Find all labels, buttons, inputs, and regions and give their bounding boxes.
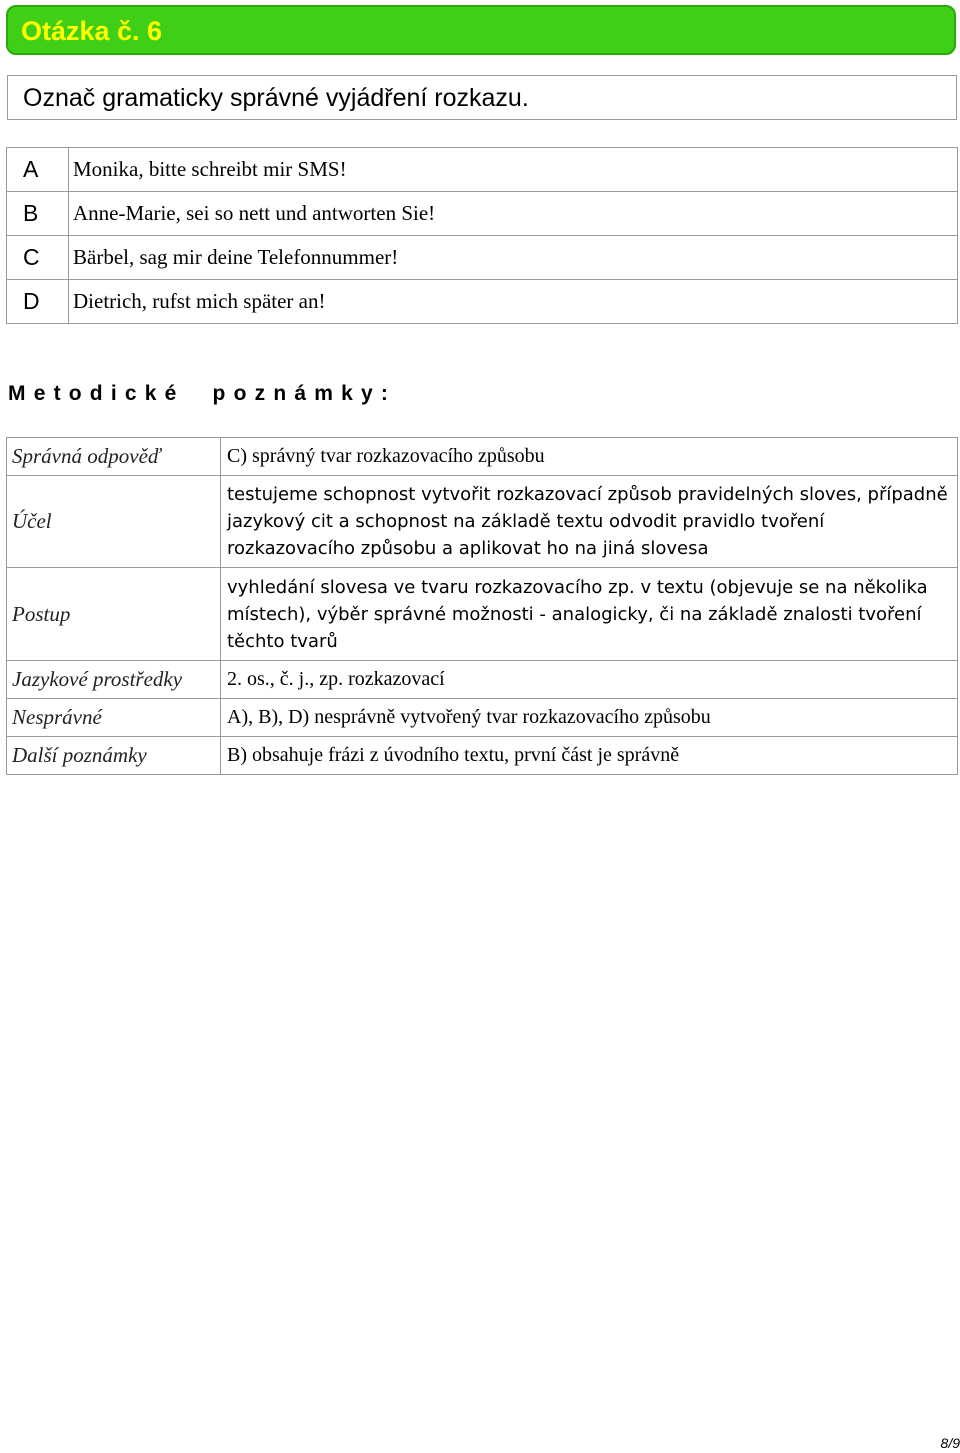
question-title: Otázka č. 6 [21,16,163,46]
notes-label: Jazykové prostředky [7,661,221,699]
notes-value: vyhledání slovesa ve tvaru rozkazovacího zp. v textu (objevuje se na několika místech), výběr správné možnosti - analogicky, či na základě znalosti tvoření těchto tvarů [221,568,958,661]
methodical-notes-heading: Metodické poznámky: [8,382,397,405]
answer-text: Dietrich, rufst mich später an! [69,280,958,324]
notes-row [7,699,958,737]
answer-text: Monika, bitte schreibt mir SMS! [69,148,958,192]
notes-label: Další poznámky [7,737,221,775]
answer-option-a[interactable] [7,148,958,192]
answer-option-c[interactable] [7,236,958,280]
answer-letter: D [7,280,69,324]
notes-label: Nesprávné [7,699,221,737]
notes-label: Správná odpověď [7,438,221,476]
notes-value: C) správný tvar rozkazovacího způsobu [221,438,958,476]
answer-letter: C [7,236,69,280]
answer-letter: B [7,192,69,236]
notes-row [7,737,958,775]
answer-text: Anne-Marie, sei so nett und antworten Sie! [69,192,958,236]
methodical-notes-table [6,437,958,775]
notes-row [7,568,958,661]
page-number: 8/9 [940,1435,960,1451]
answer-option-d[interactable] [7,280,958,324]
answer-letter: A [7,148,69,192]
notes-value: A), B), D) nesprávně vytvořený tvar rozkazovacího způsobu [221,699,958,737]
answer-text: Bärbel, sag mir deine Telefonnummer! [69,236,958,280]
answer-options [6,147,958,324]
notes-label: Účel [7,476,221,568]
question-header [6,5,956,55]
question-box [7,75,957,120]
answer-option-b[interactable] [7,192,958,236]
notes-value: testujeme schopnost vytvořit rozkazovací způsob pravidelných sloves, případně jazykový cit a schopnost na základě textu odvodit pravidlo tvoření rozkazovacího způsobu a aplikovat ho na jiná slovesa [221,476,958,568]
notes-value: 2. os., č. j., zp. rozkazovací [221,661,958,699]
notes-row [7,476,958,568]
notes-row [7,438,958,476]
notes-row [7,661,958,699]
question-text: Označ gramaticky správné vyjádření rozkazu. [23,84,529,112]
notes-value: B) obsahuje frázi z úvodního textu, první část je správně [221,737,958,775]
notes-label: Postup [7,568,221,661]
